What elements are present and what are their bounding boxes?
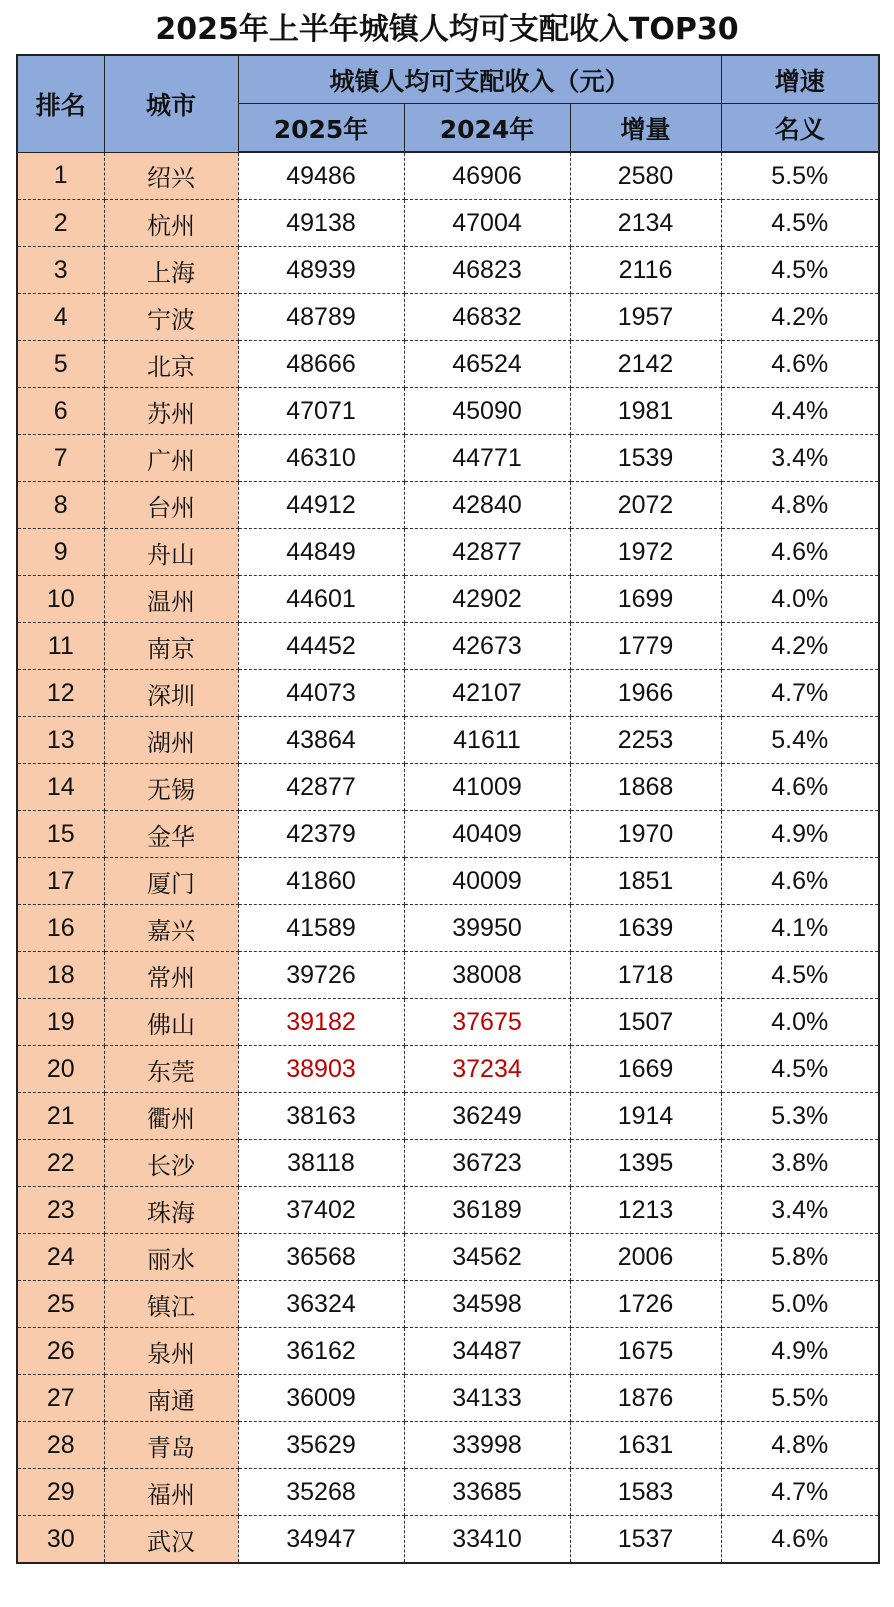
income-2024-cell: 46823 — [404, 247, 570, 294]
income-2025-cell: 44452 — [238, 623, 404, 670]
income-2025-cell: 48666 — [238, 341, 404, 388]
growth-cell: 4.6% — [721, 764, 879, 811]
income-2024-cell: 46906 — [404, 152, 570, 200]
increase-cell: 1539 — [570, 435, 721, 482]
growth-cell: 4.5% — [721, 200, 879, 247]
income-2025-cell: 37402 — [238, 1187, 404, 1234]
income-2024-cell: 46524 — [404, 341, 570, 388]
increase-cell: 1914 — [570, 1093, 721, 1140]
income-2025-cell: 49138 — [238, 200, 404, 247]
growth-cell: 4.8% — [721, 1422, 879, 1469]
table-row — [17, 1046, 879, 1093]
increase-cell: 1718 — [570, 952, 721, 999]
income-2024-cell: 36723 — [404, 1140, 570, 1187]
income-2025-cell: 46310 — [238, 435, 404, 482]
income-2025-cell: 48789 — [238, 294, 404, 341]
income-2025-cell: 44073 — [238, 670, 404, 717]
city-column-header: 城市 — [104, 55, 238, 152]
header-row-top — [17, 55, 879, 104]
income-2025-cell: 36162 — [238, 1328, 404, 1375]
growth-cell: 4.5% — [721, 952, 879, 999]
table-row — [17, 717, 879, 764]
city-cell: 泉州 — [104, 1328, 238, 1375]
income-2024-cell: 42877 — [404, 529, 570, 576]
growth-cell: 4.4% — [721, 388, 879, 435]
growth-cell: 4.9% — [721, 1328, 879, 1375]
rank-cell: 9 — [17, 529, 104, 576]
income-2025-cell: 34947 — [238, 1516, 404, 1564]
city-cell: 福州 — [104, 1469, 238, 1516]
increase-cell: 2580 — [570, 152, 721, 200]
income-2024-cell: 36189 — [404, 1187, 570, 1234]
growth-cell: 4.6% — [721, 858, 879, 905]
table-row — [17, 1093, 879, 1140]
growth-cell: 5.5% — [721, 1375, 879, 1422]
increase-cell: 1675 — [570, 1328, 721, 1375]
rank-cell: 5 — [17, 341, 104, 388]
income-2025-cell: 36009 — [238, 1375, 404, 1422]
rank-cell: 20 — [17, 1046, 104, 1093]
city-cell: 丽水 — [104, 1234, 238, 1281]
city-cell: 台州 — [104, 482, 238, 529]
growth-cell: 3.8% — [721, 1140, 879, 1187]
table-body — [17, 152, 879, 1563]
income-2024-cell: 34598 — [404, 1281, 570, 1328]
increase-cell: 1726 — [570, 1281, 721, 1328]
increase-cell: 1583 — [570, 1469, 721, 1516]
income-2025-cell: 38903 — [238, 1046, 404, 1093]
table-row — [17, 482, 879, 529]
rank-cell: 19 — [17, 999, 104, 1046]
table-row — [17, 1140, 879, 1187]
rank-cell: 22 — [17, 1140, 104, 1187]
income-2025-cell: 49486 — [238, 152, 404, 200]
increase-cell: 1981 — [570, 388, 721, 435]
income-2024-cell: 36249 — [404, 1093, 570, 1140]
income-2024-cell: 34487 — [404, 1328, 570, 1375]
city-cell: 青岛 — [104, 1422, 238, 1469]
income-2025-cell: 39726 — [238, 952, 404, 999]
rank-cell: 14 — [17, 764, 104, 811]
growth-cell: 4.5% — [721, 1046, 879, 1093]
table-row — [17, 576, 879, 623]
rank-cell: 29 — [17, 1469, 104, 1516]
increase-column-header: 增量 — [570, 104, 721, 153]
income-2024-cell: 39950 — [404, 905, 570, 952]
city-cell: 上海 — [104, 247, 238, 294]
income-2024-cell: 37234 — [404, 1046, 570, 1093]
increase-cell: 2116 — [570, 247, 721, 294]
income-2024-cell: 45090 — [404, 388, 570, 435]
city-cell: 嘉兴 — [104, 905, 238, 952]
increase-cell: 1395 — [570, 1140, 721, 1187]
city-cell: 珠海 — [104, 1187, 238, 1234]
increase-cell: 2253 — [570, 717, 721, 764]
income-2024-cell: 34133 — [404, 1375, 570, 1422]
city-cell: 深圳 — [104, 670, 238, 717]
rank-cell: 13 — [17, 717, 104, 764]
city-cell: 南通 — [104, 1375, 238, 1422]
rank-cell: 2 — [17, 200, 104, 247]
city-cell: 长沙 — [104, 1140, 238, 1187]
income-2025-cell: 35268 — [238, 1469, 404, 1516]
table-row — [17, 1422, 879, 1469]
growth-cell: 4.8% — [721, 482, 879, 529]
income-2025-cell: 36568 — [238, 1234, 404, 1281]
city-cell: 厦门 — [104, 858, 238, 905]
income-2024-cell: 37675 — [404, 999, 570, 1046]
growth-cell: 5.0% — [721, 1281, 879, 1328]
city-cell: 佛山 — [104, 999, 238, 1046]
increase-cell: 1213 — [570, 1187, 721, 1234]
growth-cell: 4.7% — [721, 1469, 879, 1516]
rank-cell: 12 — [17, 670, 104, 717]
table-row — [17, 1516, 879, 1564]
rank-cell: 18 — [17, 952, 104, 999]
page-title: 2025年上半年城镇人均可支配收入TOP30 — [155, 12, 739, 47]
table-row — [17, 247, 879, 294]
income-2025-cell: 38118 — [238, 1140, 404, 1187]
income-2025-cell: 41860 — [238, 858, 404, 905]
growth-cell: 4.6% — [721, 341, 879, 388]
growth-cell: 4.7% — [721, 670, 879, 717]
income-2025-cell: 44601 — [238, 576, 404, 623]
income-2024-cell: 33685 — [404, 1469, 570, 1516]
table-row — [17, 1375, 879, 1422]
income-2025-cell: 35629 — [238, 1422, 404, 1469]
growth-cell: 3.4% — [721, 435, 879, 482]
rank-cell: 23 — [17, 1187, 104, 1234]
city-cell: 广州 — [104, 435, 238, 482]
increase-cell: 1970 — [570, 811, 721, 858]
increase-cell: 1631 — [570, 1422, 721, 1469]
increase-cell: 2134 — [570, 200, 721, 247]
income-2025-cell: 42379 — [238, 811, 404, 858]
rank-cell: 4 — [17, 294, 104, 341]
table-row — [17, 529, 879, 576]
city-cell: 杭州 — [104, 200, 238, 247]
increase-cell: 1972 — [570, 529, 721, 576]
growth-column-header: 增速 — [721, 55, 879, 104]
growth-cell: 4.2% — [721, 623, 879, 670]
table-row — [17, 152, 879, 200]
rank-cell: 7 — [17, 435, 104, 482]
table-row — [17, 200, 879, 247]
income-2025-cell: 42877 — [238, 764, 404, 811]
income-2024-cell: 34562 — [404, 1234, 570, 1281]
increase-cell: 2072 — [570, 482, 721, 529]
city-cell: 衢州 — [104, 1093, 238, 1140]
table-row — [17, 858, 879, 905]
rank-cell: 3 — [17, 247, 104, 294]
city-cell: 舟山 — [104, 529, 238, 576]
rank-cell: 21 — [17, 1093, 104, 1140]
rank-cell: 11 — [17, 623, 104, 670]
city-cell: 金华 — [104, 811, 238, 858]
table-row — [17, 811, 879, 858]
income-2025-cell: 44849 — [238, 529, 404, 576]
table-row — [17, 999, 879, 1046]
increase-cell: 1699 — [570, 576, 721, 623]
income-2024-cell: 41009 — [404, 764, 570, 811]
city-cell: 无锡 — [104, 764, 238, 811]
growth-cell: 5.8% — [721, 1234, 879, 1281]
city-cell: 苏州 — [104, 388, 238, 435]
table-row — [17, 435, 879, 482]
rank-cell: 30 — [17, 1516, 104, 1564]
rank-cell: 25 — [17, 1281, 104, 1328]
growth-cell: 5.5% — [721, 152, 879, 200]
income-2025-cell: 43864 — [238, 717, 404, 764]
year-2025-column-header: 2025年 — [238, 104, 404, 153]
table-row — [17, 388, 879, 435]
city-cell: 武汉 — [104, 1516, 238, 1564]
increase-cell: 1537 — [570, 1516, 721, 1564]
income-2024-cell: 42840 — [404, 482, 570, 529]
rank-cell: 17 — [17, 858, 104, 905]
city-cell: 温州 — [104, 576, 238, 623]
table-row — [17, 623, 879, 670]
income-2025-cell: 48939 — [238, 247, 404, 294]
table-row — [17, 952, 879, 999]
rank-cell: 24 — [17, 1234, 104, 1281]
city-cell: 北京 — [104, 341, 238, 388]
growth-cell: 4.9% — [721, 811, 879, 858]
rank-cell: 10 — [17, 576, 104, 623]
rank-cell: 26 — [17, 1328, 104, 1375]
income-2024-cell: 38008 — [404, 952, 570, 999]
income-2024-cell: 42107 — [404, 670, 570, 717]
city-cell: 东莞 — [104, 1046, 238, 1093]
city-cell: 镇江 — [104, 1281, 238, 1328]
table-row — [17, 1469, 879, 1516]
income-2024-cell: 42673 — [404, 623, 570, 670]
increase-cell: 2142 — [570, 341, 721, 388]
income-2025-cell: 36324 — [238, 1281, 404, 1328]
city-cell: 湖州 — [104, 717, 238, 764]
city-cell: 绍兴 — [104, 152, 238, 200]
rank-column-header: 排名 — [17, 55, 104, 152]
income-2025-cell: 38163 — [238, 1093, 404, 1140]
growth-cell: 3.4% — [721, 1187, 879, 1234]
rank-cell: 28 — [17, 1422, 104, 1469]
rank-cell: 27 — [17, 1375, 104, 1422]
income-2024-cell: 42902 — [404, 576, 570, 623]
increase-cell: 1639 — [570, 905, 721, 952]
growth-cell: 4.0% — [721, 576, 879, 623]
growth-cell: 4.5% — [721, 247, 879, 294]
increase-cell: 1779 — [570, 623, 721, 670]
income-2025-cell: 39182 — [238, 999, 404, 1046]
table-row — [17, 1281, 879, 1328]
income-table — [16, 54, 880, 1564]
income-2024-cell: 40409 — [404, 811, 570, 858]
increase-cell: 1868 — [570, 764, 721, 811]
income-2024-cell: 47004 — [404, 200, 570, 247]
rank-cell: 15 — [17, 811, 104, 858]
income-2024-cell: 44771 — [404, 435, 570, 482]
income-2024-cell: 41611 — [404, 717, 570, 764]
growth-cell: 4.6% — [721, 1516, 879, 1564]
city-cell: 常州 — [104, 952, 238, 999]
increase-cell: 1851 — [570, 858, 721, 905]
increase-cell: 1669 — [570, 1046, 721, 1093]
rank-cell: 16 — [17, 905, 104, 952]
increase-cell: 1876 — [570, 1375, 721, 1422]
table-row — [17, 1187, 879, 1234]
city-cell: 宁波 — [104, 294, 238, 341]
growth-cell: 4.0% — [721, 999, 879, 1046]
table-header — [17, 55, 879, 152]
table-row — [17, 905, 879, 952]
growth-cell: 5.3% — [721, 1093, 879, 1140]
rank-cell: 1 — [17, 152, 104, 200]
income-2025-cell: 44912 — [238, 482, 404, 529]
rank-cell: 6 — [17, 388, 104, 435]
table-row — [17, 341, 879, 388]
increase-cell: 1957 — [570, 294, 721, 341]
table-row — [17, 670, 879, 717]
year-2024-column-header: 2024年 — [404, 104, 570, 153]
increase-cell: 1507 — [570, 999, 721, 1046]
growth-cell: 4.2% — [721, 294, 879, 341]
growth-cell: 4.1% — [721, 905, 879, 952]
increase-cell: 1966 — [570, 670, 721, 717]
income-2025-cell: 41589 — [238, 905, 404, 952]
growth-cell: 5.4% — [721, 717, 879, 764]
table-row — [17, 1234, 879, 1281]
income-2024-cell: 33998 — [404, 1422, 570, 1469]
table-row — [17, 1328, 879, 1375]
city-cell: 南京 — [104, 623, 238, 670]
growth-cell: 4.6% — [721, 529, 879, 576]
table-row — [17, 764, 879, 811]
income-group-header: 城镇人均可支配收入（元） — [238, 55, 721, 104]
rank-cell: 8 — [17, 482, 104, 529]
table-row — [17, 294, 879, 341]
income-2024-cell: 40009 — [404, 858, 570, 905]
income-2025-cell: 47071 — [238, 388, 404, 435]
nominal-growth-subheader: 名义 — [721, 104, 879, 153]
income-2024-cell: 46832 — [404, 294, 570, 341]
increase-cell: 2006 — [570, 1234, 721, 1281]
income-2024-cell: 33410 — [404, 1516, 570, 1564]
